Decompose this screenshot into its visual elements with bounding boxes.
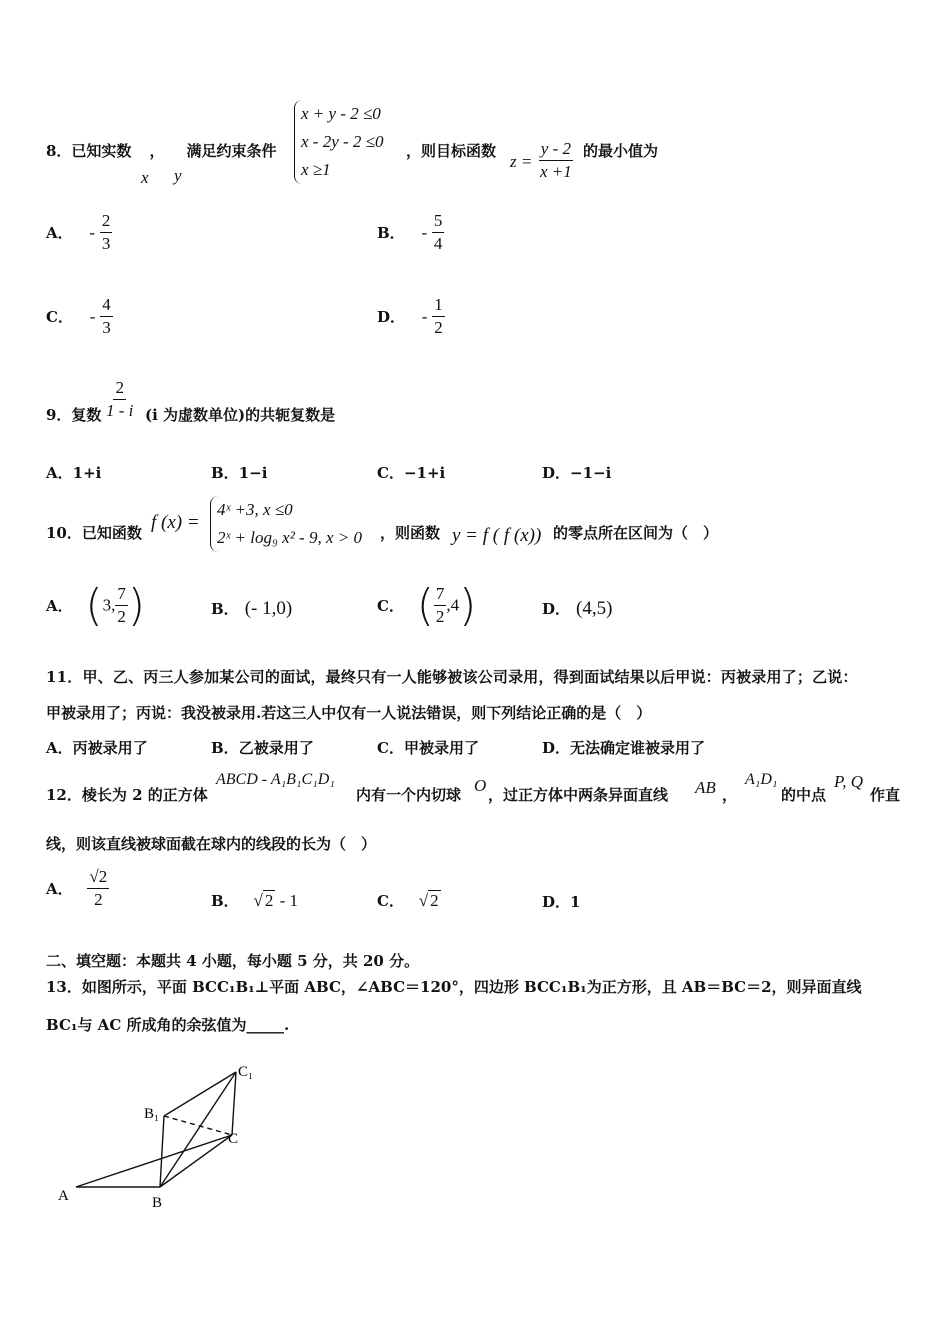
q11-option-c[interactable]: C．甲被录用了: [377, 739, 479, 757]
q11-option-a[interactable]: A．丙被录用了: [46, 739, 148, 757]
label-C1: C₁: [238, 1064, 254, 1080]
q10-mid: ，则函数: [380, 524, 441, 542]
constraint-3: x ≥1: [301, 160, 331, 179]
q12-p5: 的中点: [781, 786, 827, 804]
edge-BC: [160, 1135, 232, 1187]
q8-var-y: y: [174, 166, 182, 185]
q8-option-c[interactable]: C． - $\frac{4}{3}$: [46, 295, 111, 337]
q10-f-lhs: f (x) =: [151, 512, 200, 533]
edge-AC: [76, 1135, 232, 1187]
q8-option-a[interactable]: A． - $\frac{2}{3}$: [46, 211, 111, 253]
q10-piecewise: [210, 496, 362, 552]
edge-B1C-hidden: [164, 1116, 232, 1135]
q11-option-b[interactable]: B．乙被录用了: [211, 739, 314, 757]
q9-option-c[interactable]: C．−1+i: [377, 464, 446, 482]
q10-y-expr: y = f ( f (x)): [452, 525, 542, 546]
piece-2: 2ˣ + log₉ x² - 9, x > 0: [217, 528, 362, 547]
q13-line2: BC₁与 AC 所成角的余弦值为_____.: [46, 1016, 290, 1034]
q8-option-d[interactable]: D． - $\frac{1}{2}$: [377, 295, 443, 337]
q12-option-b[interactable]: B． √ 2 - 1: [211, 891, 298, 910]
q9-text: (i 为虚数单位)的共轭复数是: [145, 406, 336, 424]
edge-BC1: [160, 1072, 239, 1187]
q12-p4: ，: [722, 786, 738, 804]
q8-var-x: x: [141, 168, 149, 187]
q12-pq: P, Q: [834, 772, 863, 791]
q12-o: O: [474, 776, 487, 795]
q13-line1: 13．如图所示，平面 BCC₁B₁⊥平面 ABC，∠ABC＝120°，四边形 BCC₁B₁为正方形，且 AB＝BC＝2，则异面直线: [46, 978, 862, 996]
label-B1: B₁: [144, 1106, 160, 1122]
q9-fraction: $\frac{2}{1 - i}$: [106, 378, 134, 420]
q12-option-d[interactable]: D．1: [542, 893, 581, 911]
q12-option-c[interactable]: C． √ 2: [377, 891, 439, 910]
q12-p3: ，过正方体中两条异面直线: [488, 786, 669, 804]
q10-option-b[interactable]: B． (- 1,0): [211, 598, 293, 619]
q12-p6: 作直: [870, 786, 901, 804]
q12-p2: 内有一个内切球: [356, 786, 462, 804]
q11-line2: 甲被录用了；丙说：我没被录用.若这三人中仅有一人说法错误，则下列结论正确的是（ ）: [46, 704, 652, 722]
section-heading: 二、填空题：本题共 4 小题，每小题 5 分，共 20 分。: [46, 952, 420, 970]
q12-a1d1: A₁D₁: [745, 771, 778, 788]
q8-constraint-system: [294, 100, 384, 184]
q8-mid-text: ，则目标函数: [406, 142, 497, 160]
q12-ab: AB: [695, 778, 716, 797]
q8-end-text: 的最小值为: [583, 142, 659, 160]
q10-text: 的零点所在区间为（ ）: [553, 524, 719, 542]
q9-prefix: 9．复数: [46, 406, 102, 424]
q11-line1: 11．甲、乙、丙三人参加某公司的面试，最终只有一人能够被该公司录用，得到面试结果以后甲说：丙被录用了；乙说：: [46, 668, 858, 686]
q8-prefix: 8．已知实数 ， 满足约束条件: [46, 142, 277, 160]
label-C: C: [228, 1131, 239, 1147]
edge-BB1: [160, 1116, 164, 1187]
q11-option-d[interactable]: D．无法确定谁被录用了: [542, 739, 706, 757]
q9-option-a[interactable]: A．1+i: [46, 464, 102, 482]
q12-line2: 线，则该直线被球面截在球内的线段的长为（ ）: [46, 835, 377, 853]
q9-option-b[interactable]: B．1−i: [211, 464, 268, 482]
piece-1: 4ˣ +3, x ≤0: [217, 500, 293, 519]
q10-prefix: 10．已知函数: [46, 524, 142, 542]
q8-z-lhs: z =: [510, 152, 533, 171]
constraint-2: x - 2y - 2 ≤0: [301, 132, 384, 151]
q8-option-b[interactable]: B． - $\frac{5}{4}$: [377, 211, 443, 253]
edge-B1C1: [164, 1072, 236, 1116]
q12-p1: 12．棱长为 2 的正方体: [46, 786, 208, 804]
q13-figure: [40, 1050, 300, 1220]
edge-CC1: [232, 1072, 236, 1135]
q12-option-a[interactable]: A． $\frac{√2}{2}$: [46, 867, 108, 909]
label-B: B: [152, 1195, 163, 1211]
q8-z-fraction: $\frac{y - 2}{x +1}$: [540, 139, 572, 181]
q10-option-c[interactable]: C． ( $\frac{7}{2}$ ,4): [377, 580, 477, 631]
q10-option-d[interactable]: D． (4,5): [542, 598, 613, 619]
q10-option-a[interactable]: A． (3, $\frac{7}{2}$ ): [46, 580, 146, 631]
label-A: A: [58, 1188, 69, 1204]
constraint-1: x + y - 2 ≤0: [301, 104, 381, 123]
q12-cube: ABCD - A₁B₁C₁D₁: [216, 771, 335, 788]
q9-option-d[interactable]: D．−1−i: [542, 464, 612, 482]
